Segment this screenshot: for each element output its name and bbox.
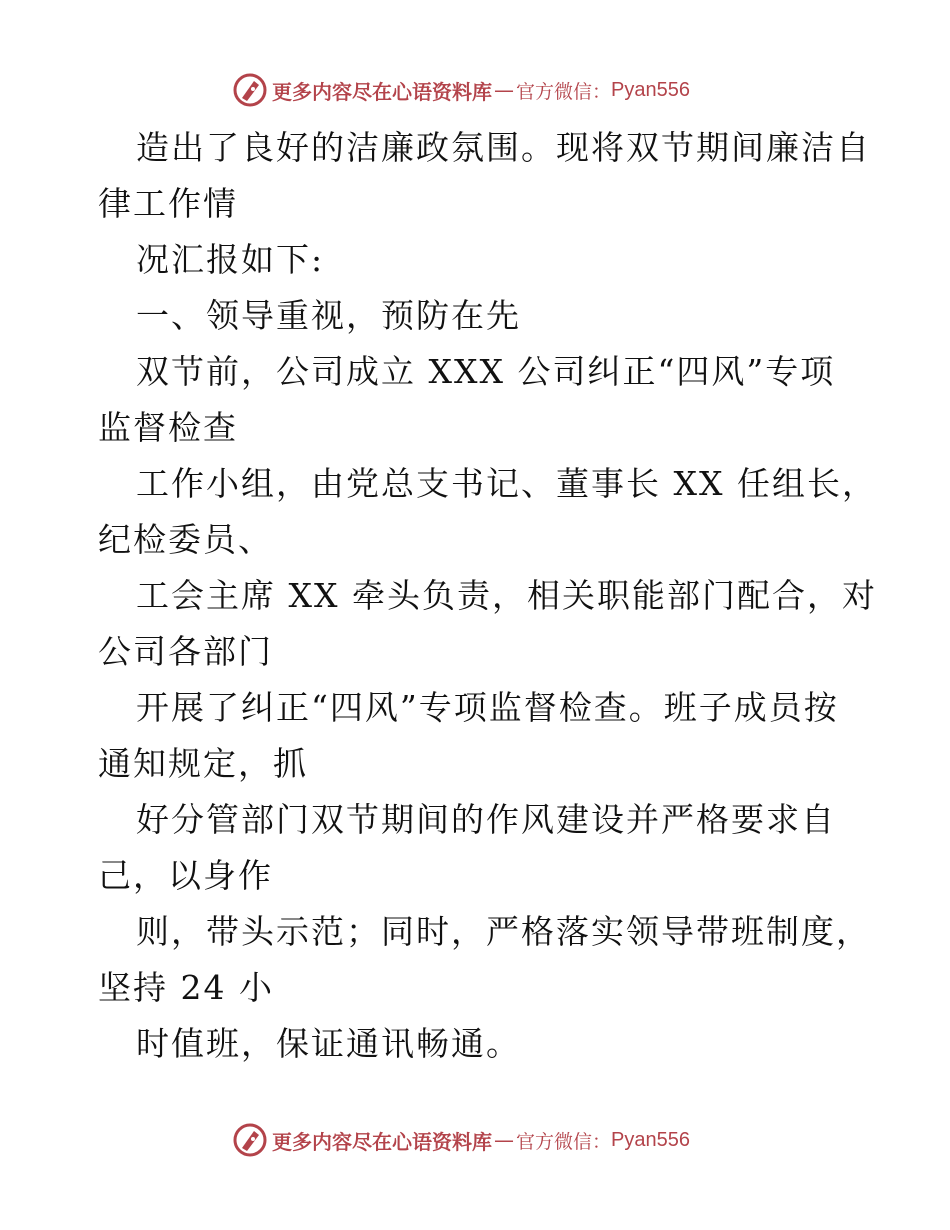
text-line: 律工作情 [98, 184, 238, 223]
text-line: 况汇报如下: [136, 240, 325, 279]
text-line: 开展了纠正“四风”专项监督检查。班子成员按 [136, 688, 839, 727]
text-line: 则，带头示范；同时，严格落实领导带班制度， [136, 912, 871, 951]
text-line: 好分管部门双节期间的作风建设并严格要求自 [136, 800, 836, 839]
footer-wechat-handle: Pyan556 [611, 1128, 690, 1151]
document-body [98, 120, 877, 1072]
text-line: 造出了良好的洁廉政氛围。现将双节期间廉洁自 [136, 128, 871, 167]
text-line: 工会主席 XX 牵头负责，相关职能部门配合，对 [136, 576, 877, 615]
pen-nib-logo-icon [232, 72, 268, 108]
pen-nib-logo-icon [232, 1122, 268, 1158]
text-line: 时值班，保证通讯畅通。 [136, 1024, 521, 1063]
footer-dash: — [494, 1128, 514, 1152]
footer-watermark-banner [232, 1122, 690, 1158]
header-wechat-handle: Pyan556 [611, 78, 690, 101]
text-line: 双节前，公司成立 XXX 公司纠正“四风”专项 [136, 352, 836, 391]
text-line: 坚持 24 小 [98, 968, 274, 1007]
text-line: 纪检委员、 [98, 520, 273, 559]
text-line: 工作小组，由党总支书记、董事长 XX 任组长， [136, 464, 877, 503]
footer-wechat-label: 官方微信： [516, 1130, 612, 1153]
header-promo-text: 更多内容尽在心语资料库 [272, 79, 492, 104]
section-heading: 一、领导重视，预防在先 [136, 296, 521, 335]
header-watermark-banner [232, 72, 690, 108]
text-line: 监督检查 [98, 408, 238, 447]
text-line: 己，以身作 [98, 856, 273, 895]
text-line: 通知规定，抓 [98, 744, 308, 783]
text-line: 公司各部门 [98, 632, 273, 671]
header-wechat-label: 官方微信： [516, 80, 612, 103]
footer-promo-text: 更多内容尽在心语资料库 [272, 1129, 492, 1154]
header-dash: — [494, 78, 514, 102]
